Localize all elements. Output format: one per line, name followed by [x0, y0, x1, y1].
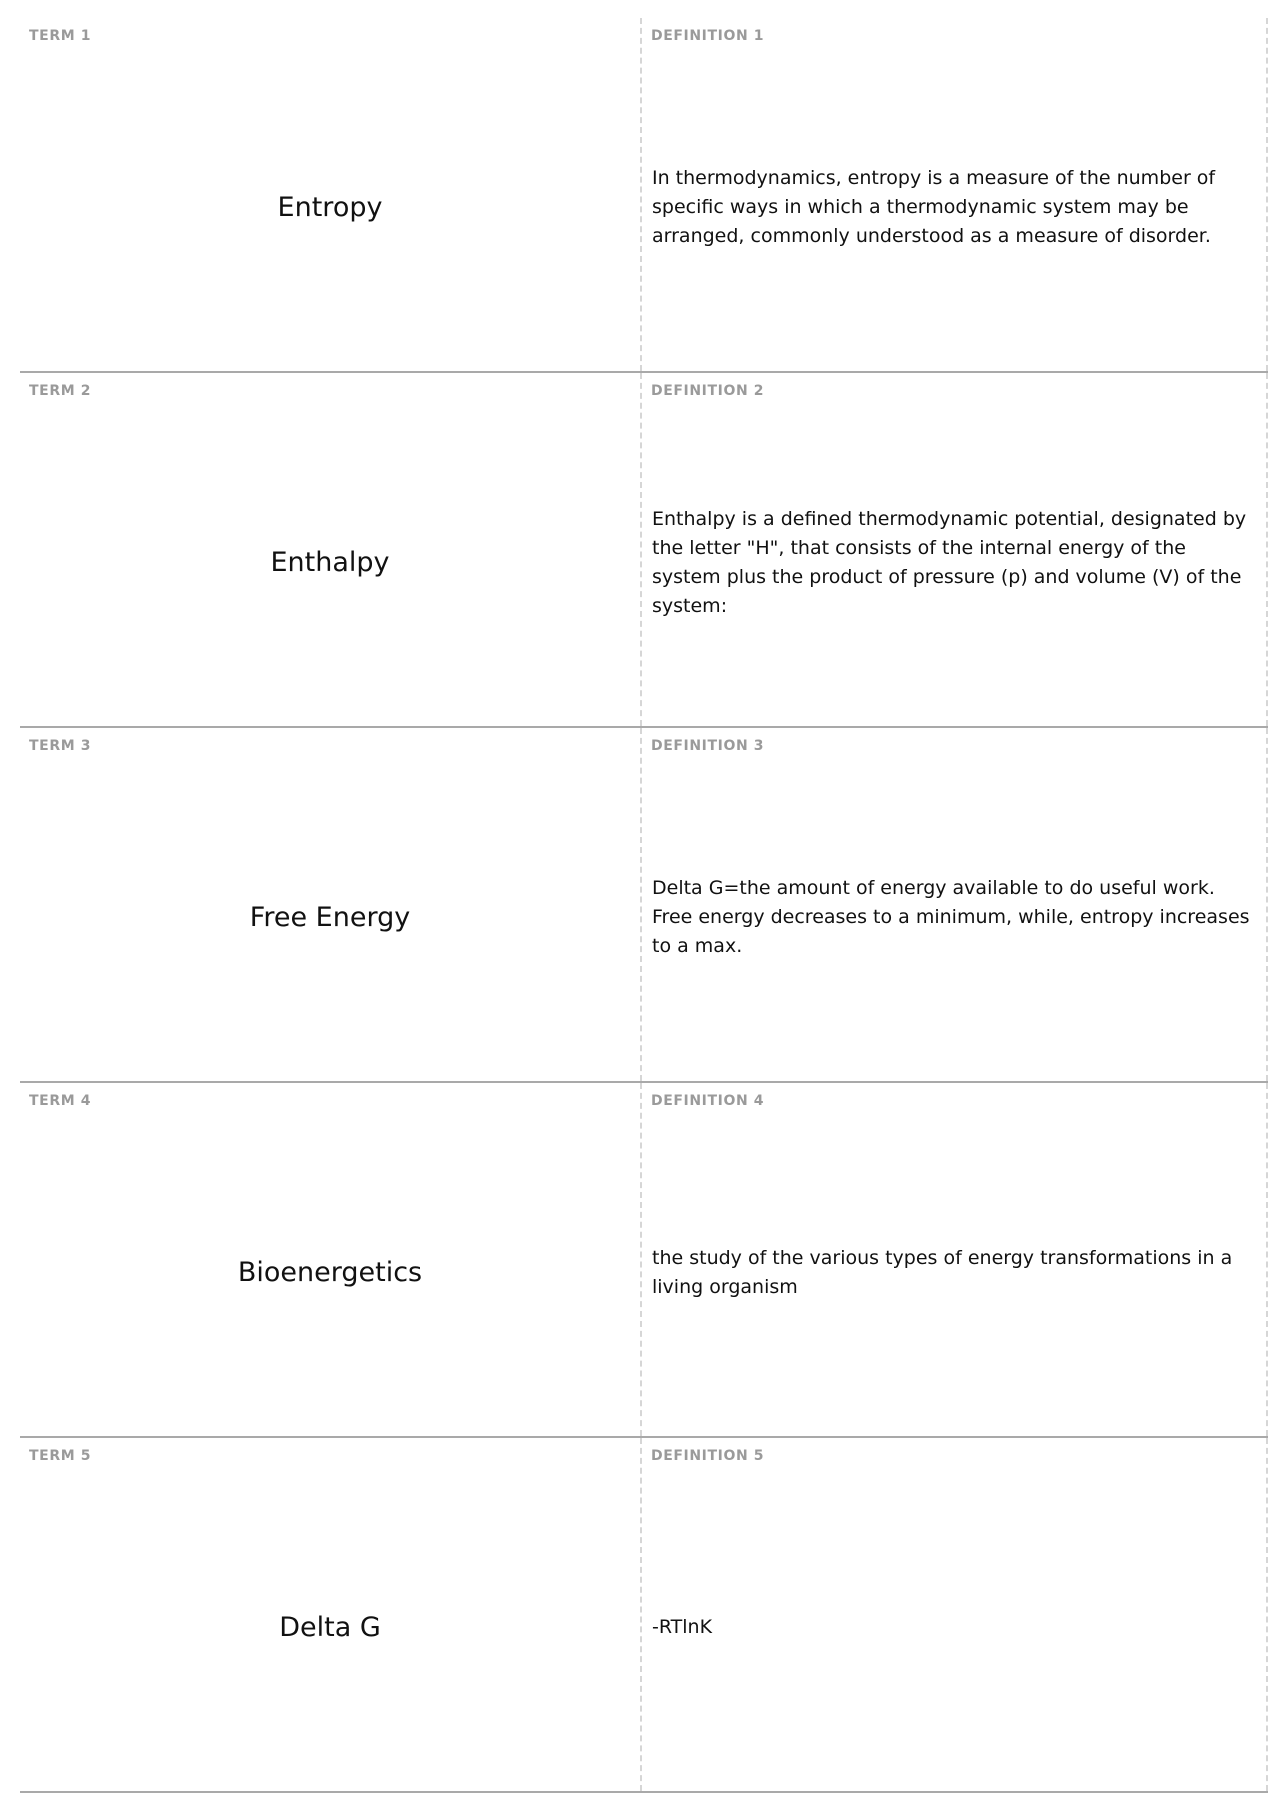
term-cell	[20, 1083, 642, 1436]
definition-text: Delta G=the amount of energy available to do useful work. Free energy decreases to a minimum, while, entropy increases to a max.	[652, 877, 1250, 957]
definition-label: DEFINITION 1	[651, 28, 765, 44]
definition-text: Enthalpy is a defined thermodynamic potential, designated by the letter "H", that consists of the internal energy of the system plus the product of pressure (p) and volume (V) of the system:	[652, 507, 1247, 617]
flashcard-row-5	[20, 1438, 1268, 1793]
definition-body	[642, 1109, 1266, 1436]
term-body	[20, 754, 640, 1081]
definition-body	[642, 1464, 1266, 1791]
term-cell	[20, 728, 642, 1081]
term-body	[20, 44, 640, 371]
definition-label: DEFINITION 2	[651, 383, 765, 399]
flashcard-row-4	[20, 1083, 1268, 1438]
definition-cell	[642, 728, 1268, 1081]
term-text: Delta G	[279, 1612, 381, 1643]
term-body	[20, 1109, 640, 1436]
term-cell	[20, 1438, 642, 1791]
term-text: Free Energy	[249, 902, 411, 933]
definition-cell	[642, 373, 1268, 726]
flashcard-sheet	[20, 18, 1268, 1793]
term-body	[20, 399, 640, 726]
flashcard-row-3	[20, 728, 1268, 1083]
term-text: Entropy	[277, 192, 383, 223]
term-label: TERM 2	[29, 383, 92, 399]
term-cell	[20, 373, 642, 726]
definition-label: DEFINITION 4	[651, 1093, 765, 1109]
term-label: TERM 3	[29, 738, 92, 754]
term-text: Bioenergetics	[237, 1257, 423, 1288]
definition-text: the study of the various types of energy transformations in a living organism	[652, 1246, 1233, 1298]
definition-body	[642, 399, 1266, 726]
definition-text: In thermodynamics, entropy is a measure of the number of specific ways in which a thermodynamic system may be arranged, commonly understood as a measure of disorder.	[652, 167, 1216, 247]
term-label: TERM 1	[29, 28, 92, 44]
definition-label: DEFINITION 5	[651, 1448, 765, 1464]
definition-cell	[642, 1438, 1268, 1791]
definition-cell	[642, 1083, 1268, 1436]
term-body	[20, 1464, 640, 1791]
definition-cell	[642, 18, 1268, 371]
definition-label: DEFINITION 3	[651, 738, 765, 754]
term-cell	[20, 18, 642, 371]
definition-body	[642, 754, 1266, 1081]
term-text: Enthalpy	[270, 547, 390, 578]
definition-text: -RTlnK	[652, 1616, 713, 1638]
term-label: TERM 5	[29, 1448, 92, 1464]
flashcard-row-2	[20, 373, 1268, 728]
term-label: TERM 4	[29, 1093, 92, 1109]
flashcard-row-1	[20, 18, 1268, 373]
definition-body	[642, 44, 1266, 371]
